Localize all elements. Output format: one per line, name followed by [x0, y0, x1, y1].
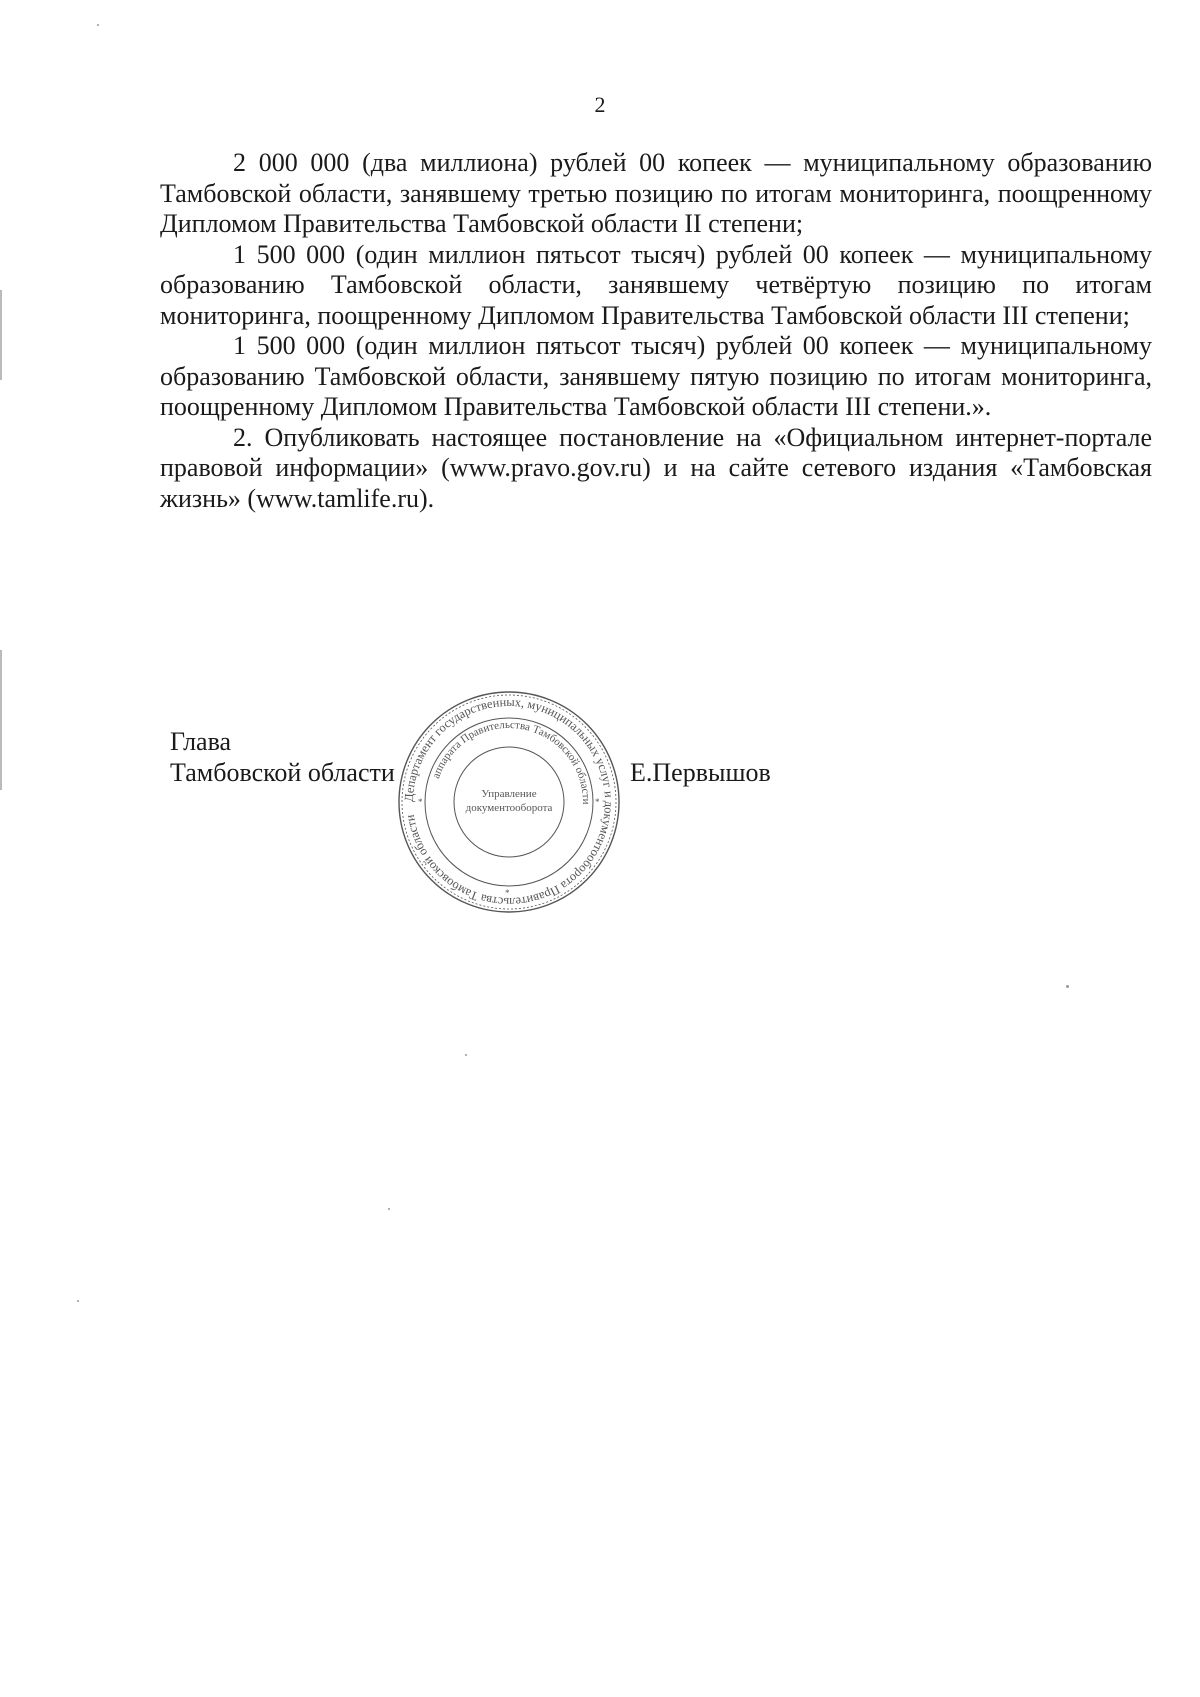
- signatory-name: Е.Первышов: [630, 758, 771, 787]
- paragraph-publication: 2. Опубликовать настоящее постановление на «Официальном интернет-портале правовой информации» (www.pravo.gov.ru) и на сайте сетевого издания «Тамбовская жизнь» (www.tamlife.ru).: [160, 422, 1152, 513]
- scan-speck: [388, 1208, 390, 1210]
- stamp-center-line2: документооборота: [465, 802, 553, 814]
- signatory-title-line1: Глава: [170, 727, 232, 756]
- scan-speck: [97, 24, 99, 26]
- scan-speck: [1066, 985, 1069, 988]
- paragraph-third-place: 2 000 000 (два миллиона) рублей 00 копеек — муниципальному образованию Тамбовской области, занявшему третью позицию по итогам мониторинга, поощренному Дипломом Правительства Тамбовской области II степени;: [160, 148, 1152, 238]
- scan-edge-mark: [0, 650, 2, 790]
- stamp-center-line1: Управление: [481, 788, 537, 800]
- stamp-inner-text-path: аппарата Правительства Тамбовской области: [430, 718, 593, 805]
- stamp-star-left: *: [418, 797, 423, 807]
- scan-speck: [465, 1054, 467, 1056]
- paragraph-fourth-place: 1 500 000 (один миллион пятьсот тысяч) рублей 00 копеек — муниципальному образованию Тамбовской области, занявшему четвёртую позицию по итогам мониторинга, поощренному Дипломом Правительства Тамбовской области III степени;: [160, 239, 1152, 330]
- stamp-star-bottom: *: [505, 888, 510, 898]
- paragraph-fifth-place: 1 500 000 (один миллион пятьсот тысяч) рублей 00 копеек — муниципальному образованию Тамбовской области, занявшему пятую позицию по итогам мониторинга, поощренному Дипломом Правительства Тамбовской области III степени.».: [160, 331, 1152, 421]
- stamp-star-right: *: [595, 797, 600, 807]
- signatory-title-line2: Тамбовской области: [170, 758, 395, 787]
- official-stamp-seal: [397, 690, 621, 914]
- stamp-outer-text-path: Департамент государственных, муниципальных услуг и документооборота Правительства Тамбовской области: [401, 694, 617, 910]
- scan-edge-mark: [0, 290, 2, 380]
- scan-speck: [77, 1300, 79, 1302]
- page-number: 2: [594, 92, 606, 117]
- document-body: [160, 148, 1152, 514]
